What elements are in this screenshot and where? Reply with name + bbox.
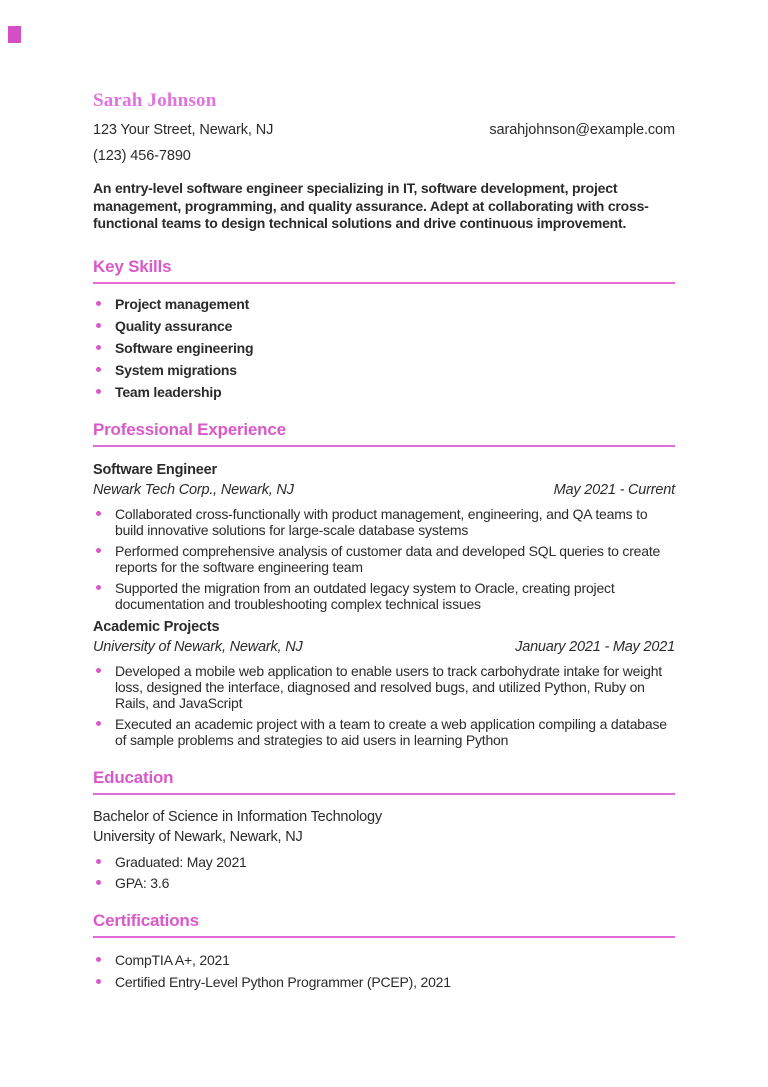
skills-list [93,296,675,400]
job-entry [93,618,675,748]
bullet-icon [96,721,101,726]
degree-text: Bachelor of Science in Information Technology [93,808,382,825]
bullet-icon [96,979,101,984]
school-text: University of Newark, Newark, NJ [93,828,303,845]
bullet-icon [96,859,101,864]
section-title-certifications: Certifications [93,911,675,938]
skill-item [93,318,675,334]
certification-list [93,952,675,990]
education-bullet-list [93,854,675,891]
job-bullet-list [93,663,675,748]
education-bullet [93,854,675,870]
bullet-icon [96,345,101,350]
summary-text: An entry-level software engineer specializing in IT, software development, project management, programming, and quality assurance. Adept at collaborating with cross-functional teams to design technical solutions and drive continuous improvement. [93,180,649,231]
skill-item-label: Quality assurance [115,317,233,334]
job-entry [93,461,675,612]
resume-name: Sarah Johnson [93,90,217,111]
education-bullet-text: GPA: 3.6 [115,874,170,891]
job-meta-row [93,481,675,499]
section-education [93,768,675,891]
skill-item-label: Project management [115,295,250,312]
bullet-icon [96,668,101,673]
section-title-professional-experience: Professional Experience [93,420,675,447]
job-title: Software Engineer [93,461,217,478]
bullet-icon [96,585,101,590]
bullet-icon [96,367,101,372]
job-title: Academic Projects [93,618,220,635]
skill-item [93,362,675,378]
section-professional-experience [93,420,675,748]
bullet-icon [96,389,101,394]
education-bullet [93,875,675,891]
job-bullet-text: Supported the migration from an outdated legacy system to Oracle, creating project documentation and troubleshooting complex technical issues [115,579,615,612]
address-text: 123 Your Street, Newark, NJ [93,122,274,138]
bullet-icon [96,301,101,306]
job-bullet-list [93,506,675,612]
phone-text: (123) 456-7890 [93,148,191,164]
job-company: University of Newark, Newark, NJ [93,638,303,655]
job-bullet [93,543,675,575]
bullet-icon [96,323,101,328]
job-company: Newark Tech Corp., Newark, NJ [93,481,294,498]
job-bullet-text: Developed a mobile web application to enable users to track carbohydrate intake for weight loss, designed the interface, diagnosed and resolved bugs, and utilized Python, Ruby on Rails, and JavaScript [115,662,662,711]
certification-item-text: CompTIA A+, 2021 [115,951,230,968]
job-dates: January 2021 - May 2021 [515,638,675,655]
certification-item [93,952,675,968]
skill-item-label: Software engineering [115,339,254,356]
skill-item [93,296,675,312]
job-bullet [93,716,675,748]
certification-item-text: Certified Entry-Level Python Programmer (PCEP), 2021 [115,973,451,990]
bullet-icon [96,957,101,962]
section-key-skills [93,257,675,400]
job-bullet-text: Collaborated cross-functionally with product management, engineering, and QA teams to build innovative solutions for large-scale database systems [115,505,648,538]
stray-accent-mark [8,26,21,43]
skill-item [93,384,675,400]
job-bullet [93,663,675,711]
certification-item [93,974,675,990]
section-title-education: Education [93,768,675,795]
job-bullet [93,506,675,538]
bullet-icon [96,880,101,885]
job-bullet-text: Executed an academic project with a team to create a web application compiling a database of sample problems and strategies to aid users in learning Python [115,715,667,748]
skill-item-label: System migrations [115,361,237,378]
job-bullet-text: Performed comprehensive analysis of customer data and developed SQL queries to create reports for the software engineering team [115,542,661,575]
education-bullet-text: Graduated: May 2021 [115,853,247,870]
education-block [93,807,675,847]
skill-item [93,340,675,356]
job-bullet [93,580,675,612]
bullet-icon [96,511,101,516]
job-meta-row [93,638,675,656]
job-dates: May 2021 - Current [553,481,675,498]
section-title-key-skills: Key Skills [93,257,675,284]
contact-row [93,121,675,140]
bullet-icon [96,548,101,553]
skill-item-label: Team leadership [115,383,222,400]
section-certifications [93,911,675,990]
email-text: sarahjohnson@example.com [489,122,675,138]
